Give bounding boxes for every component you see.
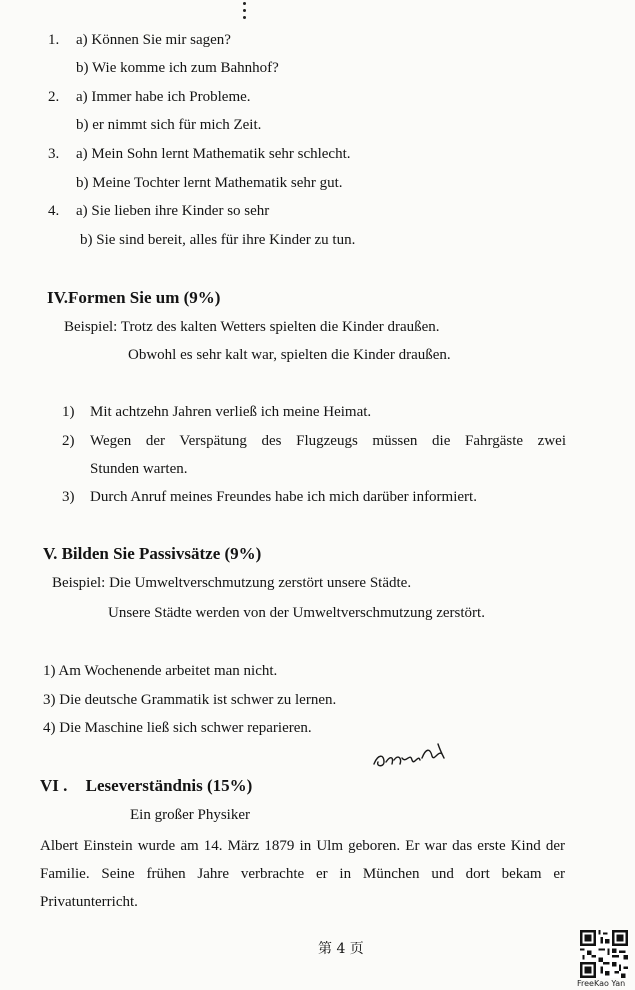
item-number: 1) bbox=[62, 404, 75, 420]
item-2a: a) Immer habe ich Probleme. bbox=[76, 89, 251, 105]
passive-item: 4) Die Maschine ließ sich schwer reparieren. bbox=[43, 720, 312, 736]
item-3b: b) Meine Tochter lernt Mathematik sehr gut. bbox=[76, 175, 343, 191]
section-heading: V. Bilden Sie Passivsätze (9%) bbox=[43, 544, 262, 563]
rewrite-item-continued: Stunden warten. bbox=[90, 461, 188, 477]
item-number: 3) bbox=[62, 489, 75, 505]
example-line: Beispiel: Trotz des kalten Wetters spielten die Kinder draußen. bbox=[64, 319, 440, 335]
example-line: Beispiel: Die Umweltverschmutzung zerstört unsere Städte. bbox=[52, 575, 412, 591]
continuation-dots bbox=[243, 2, 247, 23]
section-heading: IV.Formen Sie um (9%) bbox=[47, 288, 221, 307]
item-1a: a) Können Sie mir sagen? bbox=[76, 32, 231, 48]
item-2b: b) er nimmt sich für mich Zeit. bbox=[76, 117, 262, 133]
item-1b: b) Wie komme ich zum Bahnhof? bbox=[76, 60, 279, 76]
rewrite-item: Mit achtzehn Jahren verließ ich meine Heimat. bbox=[90, 404, 372, 420]
section-number: VI . bbox=[40, 776, 68, 795]
reading-paragraph: Albert Einstein wurde am 14. März 1879 in Ulm geboren. Er war das erste Kind der Familie. Seine frühen Jahre verbrachte er in München und dort bekam er Privatunterricht. bbox=[40, 838, 565, 910]
item-4b: b) Sie sind bereit, alles für ihre Kinder zu tun. bbox=[80, 232, 356, 248]
rewrite-item: Wegen der Verspätung des Flugzeugs müssen die Fahrgäste zwei bbox=[90, 433, 566, 449]
rewrite-item: Durch Anruf meines Freundes habe ich mich darüber informiert. bbox=[90, 489, 477, 505]
item-3a: a) Mein Sohn lernt Mathematik sehr schlecht. bbox=[76, 146, 351, 162]
example-answer: Unsere Städte werden von der Umweltverschmutzung zerstört. bbox=[108, 605, 485, 621]
section-title: Leseverständnis (15%) bbox=[85, 776, 253, 795]
item-number: 4. bbox=[48, 203, 60, 219]
passive-item: 1) Am Wochenende arbeitet man nicht. bbox=[43, 663, 278, 679]
qr-code-icon bbox=[580, 930, 628, 978]
page-number: 第 4 页 bbox=[318, 941, 364, 957]
passive-item: 3) Die deutsche Grammatik ist schwer zu lernen. bbox=[43, 692, 337, 708]
reading-title: Ein großer Physiker bbox=[130, 807, 250, 823]
item-number: 1. bbox=[48, 32, 60, 48]
example-answer: Obwohl es sehr kalt war, spielten die Kinder draußen. bbox=[128, 347, 451, 363]
item-4a: a) Sie lieben ihre Kinder so sehr bbox=[76, 203, 270, 219]
handwriting-scribble bbox=[372, 740, 450, 770]
section-heading bbox=[40, 776, 252, 796]
watermark-caption: FreeKao Yan bbox=[577, 979, 626, 988]
item-number: 2. bbox=[48, 89, 60, 105]
item-number: 2) bbox=[62, 433, 75, 449]
item-number: 3. bbox=[48, 146, 60, 162]
